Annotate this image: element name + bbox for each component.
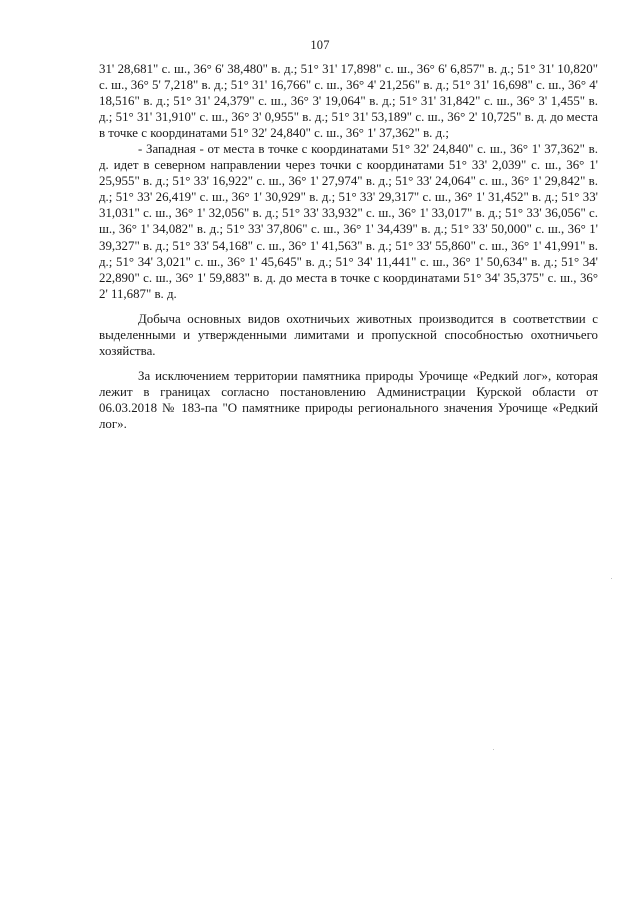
scan-speck bbox=[611, 578, 612, 579]
scan-speck bbox=[493, 749, 494, 750]
paragraph-nature-monument-exception: За исключением территории памятника природы Урочище «Редкий лог», которая лежит в границах согласно постановлению Администрации Курской области от 06.03.2018 № 183-па "О памятнике природы регионального значения Урочище «Редкий лог». bbox=[99, 368, 598, 431]
page-number: 107 bbox=[310, 38, 330, 52]
document-body bbox=[99, 61, 598, 432]
paragraph-hunting-limits: Добыча основных видов охотничьих животных производится в соответствии с выделенными и утвержденными лимитами и пропускной способностью охотничьего хозяйства. bbox=[99, 311, 598, 358]
paragraph-western-boundary: - Западная - от места в точке с координатами 51° 32' 24,840" с. ш., 36° 1' 37,362" в. д. идет в северном направлении через точки с координатами 51° 33' 2,039" с. ш., 36° 1' 25,955" в. д.; 51° 33' 16,922" с. ш., 36° 1' 27,974" в. д.; 51° 33' 24,064" с. ш., 36° 1' 29,842" в. д.; 51° 33' 26,419" с. ш., 36° 1' 30,929" в. д.; 51° 33' 29,317" с. ш., 36° 1' 31,452" в. д.; 51° 33' 31,031" с. ш., 36° 1' 32,056" в. д.; 51° 33' 33,932" с. ш., 36° 1' 33,017" в. д.; 51° 33' 36,056" с. ш., 36° 1' 34,082" в. д.; 51° 33' 37,806" с. ш., 36° 1' 34,439" в. д.; 51° 33' 50,000" с. ш., 36° 1' 39,327" в. д.; 51° 33' 54,168" с. ш., 36° 1' 41,563" в. д.; 51° 33' 55,860" с. ш., 36° 1' 41,991" в. д.; 51° 34' 3,021" с. ш., 36° 1' 45,645" в. д.; 51° 34' 11,441" с. ш., 36° 1' 50,634" в. д.; 51° 34' 22,890" с. ш., 36° 1' 59,883" в. д. до места в точке с координатами 51° 34' 35,375" с. ш., 36° 2' 11,687" в. д. bbox=[99, 142, 598, 301]
paragraph-eastern-boundary-continuation: 31' 28,681" с. ш., 36° 6' 38,480" в. д.; 51° 31' 17,898" с. ш., 36° 6' 6,857" в. д.; 51° 31' 10,820" с. ш., 36° 5' 7,218" в. д.; 51° 31' 16,766" с. ш., 36° 4' 21,256" в. д.; 51° 31' 16,698" с. ш., 36° 4' 18,516" в. д.; 51° 31' 24,379" с. ш., 36° 3' 19,064" в. д.; 51° 31' 31,842" с. ш., 36° 3' 1,455" в. д.; 51° 31' 31,910" с. ш., 36° 3' 0,955" в. д.; 51° 31' 53,189" с. ш., 36° 2' 10,725" в. д. до места в точке с координатами 51° 32' 24,840" с. ш., 36° 1' 37,362" в. д.; bbox=[99, 62, 598, 141]
